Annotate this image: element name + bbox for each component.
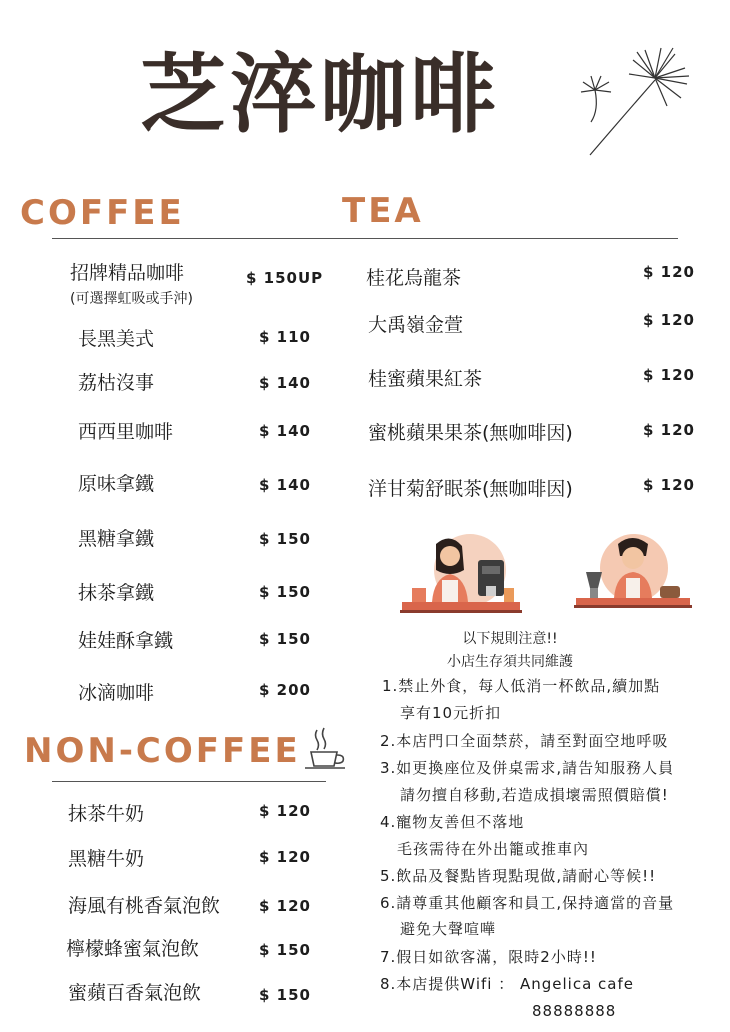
rule-line: 2.本店門口全面禁菸，請至對面空地呼吸 bbox=[380, 732, 669, 750]
coffee-item-name: 抹茶拿鐵 bbox=[78, 582, 155, 604]
coffee-item-name: 娃娃酥拿鐵 bbox=[78, 630, 174, 652]
divider bbox=[52, 238, 678, 239]
rule-line: 避免大聲喧嘩 bbox=[400, 920, 497, 938]
non-coffee-item-name: 蜜蘋百香氣泡飲 bbox=[68, 982, 202, 1004]
rule-line: 請勿擅自移動,若造成損壞需照價賠償! bbox=[400, 786, 669, 804]
coffee-item-note: (可選擇虹吸或手沖) bbox=[70, 291, 193, 307]
coffee-item-name: 黑糖拿鐵 bbox=[78, 528, 155, 550]
barista-woman-illustration bbox=[400, 530, 522, 616]
non-coffee-item-name: 海風有桃香氣泡飲 bbox=[68, 895, 221, 917]
tea-item-price: $ 120 bbox=[643, 476, 695, 494]
rule-line: 1.禁止外食，每人低消一杯飲品,續加點 bbox=[382, 677, 661, 695]
tea-item-name: 桂花烏龍茶 bbox=[366, 267, 462, 289]
rules-heading-line: 小店生存須共同維護 bbox=[447, 654, 573, 670]
coffee-item-price: $ 110 bbox=[259, 328, 311, 346]
tea-item-price: $ 120 bbox=[643, 311, 695, 329]
coffee-item-price: $ 140 bbox=[259, 476, 311, 494]
coffee-item-price: $ 150 bbox=[259, 583, 311, 601]
coffee-item-price: $ 140 bbox=[259, 422, 311, 440]
non-coffee-item-price: $ 120 bbox=[259, 897, 311, 915]
tea-item-name: 蜜桃蘋果果茶(無咖啡因) bbox=[368, 422, 573, 444]
non-coffee-item-name: 檸檬蜂蜜氣泡飲 bbox=[66, 938, 200, 960]
non-coffee-item-price: $ 150 bbox=[259, 986, 311, 1004]
tea-item-name: 大禹嶺金萱 bbox=[368, 314, 464, 336]
rule-line: 88888888 bbox=[532, 1002, 617, 1020]
barista-man-illustration bbox=[572, 534, 694, 610]
tea-item-price: $ 120 bbox=[643, 366, 695, 384]
coffee-item-price: $ 150 bbox=[259, 630, 311, 648]
coffee-item-price: $ 150 bbox=[259, 530, 311, 548]
non-coffee-item-price: $ 150 bbox=[259, 941, 311, 959]
coffee-section-title: COFFEE bbox=[20, 193, 185, 233]
coffee-item-name: 招牌精品咖啡 bbox=[70, 262, 185, 284]
non-coffee-item-price: $ 120 bbox=[259, 848, 311, 866]
tea-item-price: $ 120 bbox=[643, 263, 695, 281]
rules-heading bbox=[380, 628, 640, 674]
non-coffee-section-title: NON-COFFEE bbox=[24, 731, 301, 771]
tea-item-name: 桂蜜蘋果紅茶 bbox=[368, 368, 483, 390]
rule-line: 6.請尊重其他顧客和員工,保持適當的音量 bbox=[380, 894, 675, 912]
tea-section-title: TEA bbox=[342, 191, 424, 231]
cafe-title: 芝淬咖啡 bbox=[140, 44, 500, 145]
coffee-item-name: 荔枯沒事 bbox=[78, 372, 155, 394]
rule-line: 4.寵物友善但不落地 bbox=[380, 813, 525, 831]
tea-item-price: $ 120 bbox=[643, 421, 695, 439]
coffee-item-name: 原味拿鐵 bbox=[78, 473, 155, 495]
coffee-item-name: 長黑美式 bbox=[78, 328, 155, 350]
coffee-item-price: $ 150UP bbox=[246, 269, 324, 287]
rule-line: 5.飲品及餐點皆現點現做,請耐心等候!! bbox=[380, 867, 657, 885]
divider bbox=[52, 781, 326, 782]
non-coffee-item-name: 抹茶牛奶 bbox=[68, 803, 145, 825]
tea-item-name: 洋甘菊舒眠茶(無咖啡因) bbox=[368, 478, 573, 500]
coffee-item-name: 冰滴咖啡 bbox=[78, 682, 155, 704]
non-coffee-item-price: $ 120 bbox=[259, 802, 311, 820]
coffee-item-name: 西西里咖啡 bbox=[78, 421, 174, 443]
rules-heading-line: 以下規則注意!! bbox=[462, 631, 558, 647]
rule-line: 3.如更換座位及併桌需求,請告知服務人員 bbox=[380, 759, 675, 777]
dandelion-icon bbox=[560, 40, 700, 160]
non-coffee-item-name: 黑糖牛奶 bbox=[68, 848, 145, 870]
coffee-cup-icon bbox=[303, 726, 347, 774]
coffee-item-price: $ 200 bbox=[259, 681, 311, 699]
rule-line: 毛孩需待在外出籠或推車內 bbox=[397, 840, 590, 858]
rule-line: 8.本店提供Wifi ： Angelica cafe bbox=[380, 975, 634, 993]
rule-line: 7.假日如欲客滿，限時2小時!! bbox=[380, 948, 597, 966]
rule-line: 享有10元折扣 bbox=[400, 704, 502, 722]
coffee-item-price: $ 140 bbox=[259, 374, 311, 392]
